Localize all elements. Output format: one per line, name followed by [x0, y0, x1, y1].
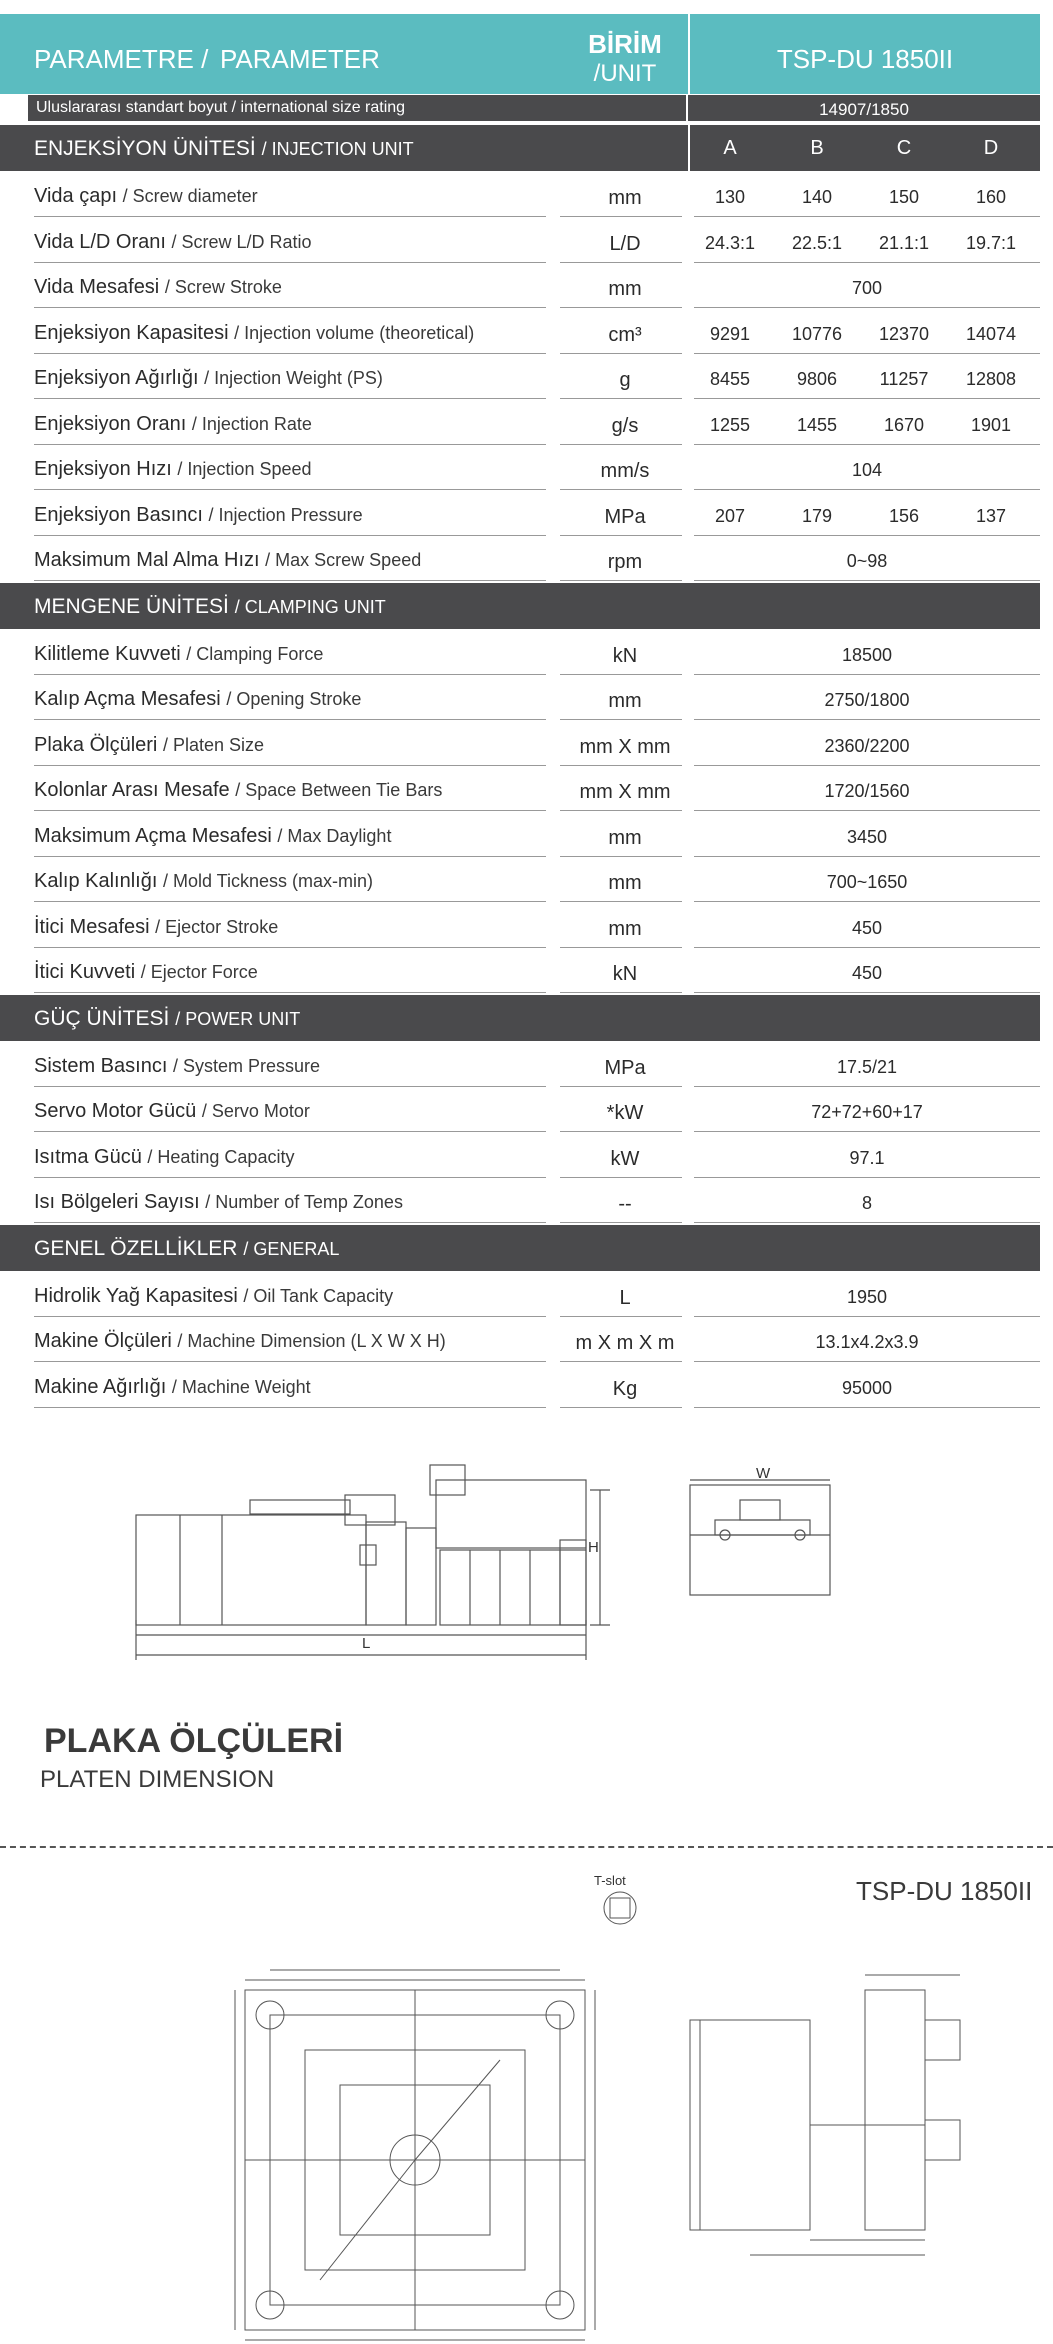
row-divider: [560, 262, 682, 263]
width-label: W: [756, 1465, 771, 1482]
row-divider: [560, 947, 682, 948]
row-label: [34, 367, 383, 390]
row-label-en: / Heating Capacity: [147, 1146, 295, 1167]
table-row: [0, 1273, 1040, 1317]
row-divider: [694, 1222, 1040, 1223]
row-unit: L: [619, 1286, 631, 1309]
row-value: 8455: [709, 369, 751, 389]
row-unit: mm: [608, 826, 642, 849]
tslot-label: T-slot: [594, 1873, 626, 1888]
row-divider: [34, 216, 546, 217]
section-header-power: [0, 995, 1040, 1041]
section-title-tr: MENGENE ÜNİTESİ: [34, 594, 229, 618]
row-label-en: / System Pressure: [172, 1055, 320, 1076]
row-value: 450: [851, 963, 883, 983]
row-unit: cm³: [608, 323, 642, 346]
row-label-tr: Makine Ölçüleri: [34, 1330, 172, 1352]
row-label-tr: Kalıp Kalınlığı: [34, 870, 158, 892]
table-row: [0, 1364, 1040, 1408]
row-divider: [34, 901, 546, 902]
row-divider: [34, 398, 546, 399]
row-label: [34, 322, 474, 345]
row-label-tr: İtici Mesafesi: [34, 915, 150, 938]
row-label-en: / Injection Weight (PS): [204, 368, 383, 388]
row-label: [34, 458, 312, 481]
section-title: [34, 137, 414, 161]
row-value: 18500: [841, 644, 893, 665]
row-value: 19.7:1: [965, 232, 1017, 253]
row-unit: mm: [608, 872, 642, 894]
row-unit: mm: [608, 278, 642, 300]
row-label-en: / Machine Dimension (L X W X H): [177, 1331, 446, 1351]
section-title-tr: GENEL ÖZELLİKLER: [34, 1236, 238, 1260]
machine-drawing: [0, 1460, 1053, 1690]
row-label-tr: Enjeksiyon Kapasitesi: [34, 321, 229, 344]
row-divider: [694, 1361, 1040, 1362]
platen-title: PLAKA ÖLÇÜLERİ: [44, 1722, 344, 1760]
section-header-injection: [0, 125, 1040, 171]
row-label-tr: Vida L/D Oranı: [34, 230, 166, 253]
table-row: [0, 537, 1040, 581]
row-divider: [560, 535, 682, 536]
row-label-tr: Vida çapı: [34, 185, 118, 207]
row-divider: [694, 216, 1040, 217]
row-value: 9806: [796, 369, 838, 389]
row-value: 179: [801, 505, 833, 526]
row-label: [34, 961, 258, 984]
table-row: [0, 173, 1040, 217]
row-divider: [560, 398, 682, 399]
row-value: 10776: [791, 323, 843, 344]
row-unit: g: [619, 369, 631, 391]
row-divider: [560, 765, 682, 766]
row-divider: [560, 1222, 682, 1223]
row-value: 1720/1560: [824, 781, 910, 801]
row-unit: *kW: [606, 1102, 644, 1124]
row-label-en: / Machine Weight: [171, 1376, 311, 1397]
row-value: 1670: [883, 414, 925, 435]
row-divider: [694, 992, 1040, 993]
row-label-en: / Ejector Force: [140, 962, 258, 982]
section-title-tr: GÜÇ ÜNİTESİ: [34, 1006, 170, 1030]
row-unit: mm: [608, 690, 642, 712]
table-row: [0, 767, 1040, 811]
height-label: H: [588, 1539, 599, 1556]
row-divider: [694, 719, 1040, 720]
row-label-tr: Sistem Basıncı: [34, 1054, 168, 1077]
table-row: [0, 858, 1040, 902]
row-value: 3450: [846, 826, 888, 847]
table-row: [0, 264, 1040, 308]
row-divider: [560, 901, 682, 902]
row-unit: mm X mm: [579, 781, 671, 803]
row-value: 700: [851, 278, 883, 298]
row-unit: mm/s: [600, 460, 650, 482]
row-value: 450: [851, 917, 883, 938]
row-value: 0~98: [846, 551, 888, 571]
row-label-en: / Opening Stroke: [226, 689, 362, 709]
row-label-en: / Number of Temp Zones: [205, 1192, 403, 1212]
row-unit: mm: [608, 187, 642, 209]
row-label-en: / Screw Stroke: [164, 277, 282, 297]
row-divider: [34, 992, 546, 993]
row-label-en: / Servo Motor: [201, 1101, 310, 1121]
row-value: 1901: [970, 414, 1012, 435]
row-value: 130: [714, 187, 746, 207]
row-value: 12370: [878, 323, 930, 344]
section-title-en: / POWER UNIT: [175, 1008, 301, 1029]
row-divider: [694, 674, 1040, 675]
row-value: 1950: [846, 1286, 888, 1307]
row-divider: [694, 353, 1040, 354]
row-value: 9291: [709, 323, 751, 344]
row-divider: [34, 1222, 546, 1223]
row-unit: g/s: [611, 414, 639, 437]
row-divider: [34, 1361, 546, 1362]
section-title: [34, 1007, 300, 1031]
table-row: [0, 949, 1040, 993]
row-value: 140: [801, 187, 833, 207]
row-value: 1455: [796, 414, 838, 435]
unit-en-heading: /UNIT: [593, 60, 657, 87]
row-divider: [560, 674, 682, 675]
row-divider: [34, 580, 546, 581]
row-label-en: / Injection volume (theoretical): [234, 322, 475, 343]
row-divider: [560, 1316, 682, 1317]
row-label: [34, 643, 323, 666]
row-divider: [694, 580, 1040, 581]
row-unit: MPa: [604, 505, 646, 528]
row-value: 2360/2200: [824, 735, 910, 756]
section-header-clamping: [0, 583, 1040, 629]
row-label: [34, 504, 363, 527]
row-label-tr: Kalıp Açma Mesafesi: [34, 688, 221, 710]
row-label: [34, 779, 442, 802]
row-divider: [560, 1131, 682, 1132]
section-header-general: [0, 1225, 1040, 1271]
row-divider: [694, 1086, 1040, 1087]
row-divider: [34, 856, 546, 857]
table-row: [0, 310, 1040, 354]
row-unit: m X m X m: [575, 1332, 675, 1354]
row-unit: kW: [610, 1147, 640, 1170]
section-title: [34, 595, 386, 619]
row-divider: [694, 810, 1040, 811]
row-label-en: / Clamping Force: [186, 643, 324, 664]
row-label-tr: Maksimum Mal Alma Hızı: [34, 549, 260, 571]
row-label: [34, 1285, 393, 1308]
row-divider: [694, 901, 1040, 902]
row-value: 72+72+60+17: [811, 1102, 923, 1122]
row-label: [34, 916, 278, 939]
row-label: [34, 231, 312, 254]
section-title-tr: ENJEKSİYON ÜNİTESİ: [34, 137, 256, 160]
row-label: [34, 825, 391, 848]
row-label-tr: Enjeksiyon Ağırlığı: [34, 367, 199, 389]
row-label-tr: Isı Bölgeleri Sayısı: [34, 1191, 200, 1213]
row-divider: [694, 489, 1040, 490]
platen-model: TSP-DU 1850II: [856, 1876, 1033, 1906]
row-label-tr: Plaka Ölçüleri: [34, 733, 158, 756]
row-label: [34, 549, 421, 572]
column-label: C: [896, 137, 912, 159]
row-divider: [560, 1086, 682, 1087]
table-row: [0, 1088, 1040, 1132]
row-value: 207: [714, 505, 746, 526]
row-label-tr: Enjeksiyon Oranı: [34, 412, 187, 435]
column-label: A: [723, 137, 737, 159]
row-unit: rpm: [607, 551, 643, 573]
row-value: 14074: [965, 323, 1017, 344]
row-unit: mm X mm: [579, 735, 671, 758]
column-label: B: [810, 137, 824, 159]
row-label: [34, 1330, 446, 1353]
size-rating-value: 14907/1850: [819, 100, 909, 119]
row-value: 160: [975, 187, 1007, 207]
table-row: [0, 1043, 1040, 1087]
row-divider: [560, 444, 682, 445]
row-divider: [34, 765, 546, 766]
section-title-en: / CLAMPING UNIT: [234, 596, 386, 617]
row-label-en: / Screw diameter: [122, 186, 258, 206]
unit-tr-heading: BİRİM: [588, 29, 662, 59]
row-value: 1255: [709, 414, 751, 435]
row-label-en: / Space Between Tie Bars: [235, 780, 443, 800]
row-value: 17.5/21: [836, 1056, 898, 1077]
row-label-en: / Max Screw Speed: [265, 550, 422, 570]
row-divider: [560, 719, 682, 720]
unit-heading: [560, 30, 690, 88]
row-value: 13.1x4.2x3.9: [815, 1332, 919, 1352]
row-label: [34, 1146, 294, 1169]
row-label-tr: Hidrolik Yağ Kapasitesi: [34, 1284, 238, 1307]
row-divider: [694, 535, 1040, 536]
table-row: [0, 1179, 1040, 1223]
row-divider: [34, 307, 546, 308]
row-divider: [34, 1316, 546, 1317]
row-divider: [34, 674, 546, 675]
row-divider: [694, 398, 1040, 399]
row-value: 21.1:1: [878, 232, 930, 253]
dashed-divider: [0, 1846, 1053, 1848]
table-row: [0, 904, 1040, 948]
row-label: [34, 185, 258, 208]
size-rating-row: [28, 95, 1040, 121]
param-tr-heading: PARAMETRE /: [34, 44, 209, 74]
row-divider: [560, 216, 682, 217]
row-divider: [34, 810, 546, 811]
row-label-en: / Platen Size: [162, 734, 265, 755]
row-divider: [560, 489, 682, 490]
row-unit: kN: [612, 644, 638, 667]
row-label-en: / Max Daylight: [277, 825, 392, 846]
row-label-en: / Injection Pressure: [208, 504, 363, 525]
row-value: 24.3:1: [704, 232, 756, 253]
row-divider: [694, 1407, 1040, 1408]
row-value: 104: [851, 460, 883, 480]
row-label-tr: Isıtma Gücü: [34, 1145, 142, 1168]
row-label: [34, 688, 361, 711]
size-rating-label: Uluslararası standart boyut / international size rating: [36, 99, 406, 116]
row-value: 700~1650: [826, 872, 908, 892]
row-unit: kN: [612, 963, 638, 985]
row-label-en: / Mold Tickness (max-min): [162, 871, 374, 891]
row-value: 95000: [841, 1377, 893, 1398]
row-label: [34, 276, 282, 299]
row-label-tr: Enjeksiyon Basıncı: [34, 503, 203, 526]
table-row: [0, 446, 1040, 490]
row-label-tr: Kolonlar Arası Mesafe: [34, 779, 230, 801]
row-divider: [694, 307, 1040, 308]
divider: [688, 125, 690, 171]
row-label-en: / Screw L/D Ratio: [171, 231, 312, 252]
table-row: [0, 219, 1040, 263]
table-row: [0, 813, 1040, 857]
table-row: [0, 401, 1040, 445]
row-divider: [34, 1131, 546, 1132]
row-label-en: / Injection Rate: [191, 413, 312, 434]
row-divider: [560, 307, 682, 308]
param-en-heading: PARAMETER: [220, 44, 380, 74]
row-divider: [34, 719, 546, 720]
table-row: [0, 722, 1040, 766]
row-divider: [34, 444, 546, 445]
row-divider: [560, 856, 682, 857]
row-label-tr: Maksimum Açma Mesafesi: [34, 824, 272, 847]
row-value: 12808: [965, 369, 1017, 389]
table-row: [0, 355, 1040, 399]
row-divider: [694, 444, 1040, 445]
row-unit: MPa: [604, 1056, 646, 1079]
row-divider: [694, 856, 1040, 857]
row-unit: L/D: [609, 232, 641, 255]
row-divider: [560, 353, 682, 354]
length-label: L: [362, 1635, 371, 1652]
row-value: 8: [861, 1193, 872, 1213]
table-row: [0, 1318, 1040, 1362]
row-label: [34, 413, 312, 436]
row-divider: [694, 1131, 1040, 1132]
row-label-en: / Ejector Stroke: [155, 916, 279, 937]
row-value: 2750/1800: [824, 690, 910, 710]
table-row: [0, 1134, 1040, 1178]
row-divider: [34, 353, 546, 354]
row-value: 97.1: [849, 1147, 885, 1168]
row-divider: [34, 535, 546, 536]
row-divider: [560, 1407, 682, 1408]
row-divider: [34, 947, 546, 948]
row-divider: [694, 765, 1040, 766]
section-title-en: / INJECTION UNIT: [261, 139, 414, 159]
row-label: [34, 734, 264, 757]
row-divider: [694, 1177, 1040, 1178]
table-header: [0, 14, 1040, 94]
row-label-en: / Injection Speed: [177, 459, 312, 479]
row-label: [34, 870, 373, 893]
section-title-en: / GENERAL: [243, 1238, 340, 1259]
row-divider: [34, 489, 546, 490]
platen-subtitle: PLATEN DIMENSION: [40, 1766, 275, 1793]
row-value: 156: [888, 505, 920, 526]
row-divider: [560, 992, 682, 993]
row-label: [34, 1376, 311, 1399]
row-divider: [34, 1407, 546, 1408]
row-value: 137: [975, 505, 1007, 526]
row-label-tr: Enjeksiyon Hızı: [34, 458, 172, 480]
row-unit: --: [618, 1193, 632, 1215]
row-unit: mm: [608, 917, 642, 940]
model-heading: TSP-DU 1850II: [776, 44, 954, 74]
row-label: [34, 1191, 403, 1214]
table-row: [0, 492, 1040, 536]
row-divider: [34, 1177, 546, 1178]
row-divider: [560, 1361, 682, 1362]
row-label-tr: Vida Mesafesi: [34, 276, 160, 298]
row-label: [34, 1055, 320, 1078]
table-row: [0, 676, 1040, 720]
row-label-tr: Makine Ağırlığı: [34, 1375, 167, 1398]
row-value: 22.5:1: [791, 232, 843, 253]
row-value: 150: [888, 187, 920, 207]
row-divider: [560, 810, 682, 811]
section-title: [34, 1237, 339, 1261]
row-label-tr: İtici Kuvveti: [34, 961, 136, 983]
row-label-tr: Kilitleme Kuvveti: [34, 642, 181, 665]
row-label: [34, 1100, 310, 1123]
row-unit: Kg: [612, 1377, 638, 1400]
platen-drawing: [0, 1860, 1053, 2344]
column-label: D: [983, 137, 999, 159]
row-divider: [560, 580, 682, 581]
row-label-en: / Oil Tank Capacity: [243, 1285, 394, 1306]
row-divider: [694, 1316, 1040, 1317]
row-divider: [694, 947, 1040, 948]
row-divider: [34, 262, 546, 263]
row-label-tr: Servo Motor Gücü: [34, 1100, 197, 1122]
row-divider: [694, 262, 1040, 263]
row-divider: [34, 1086, 546, 1087]
table-row: [0, 631, 1040, 675]
row-divider: [560, 1177, 682, 1178]
row-value: 11257: [879, 369, 929, 389]
